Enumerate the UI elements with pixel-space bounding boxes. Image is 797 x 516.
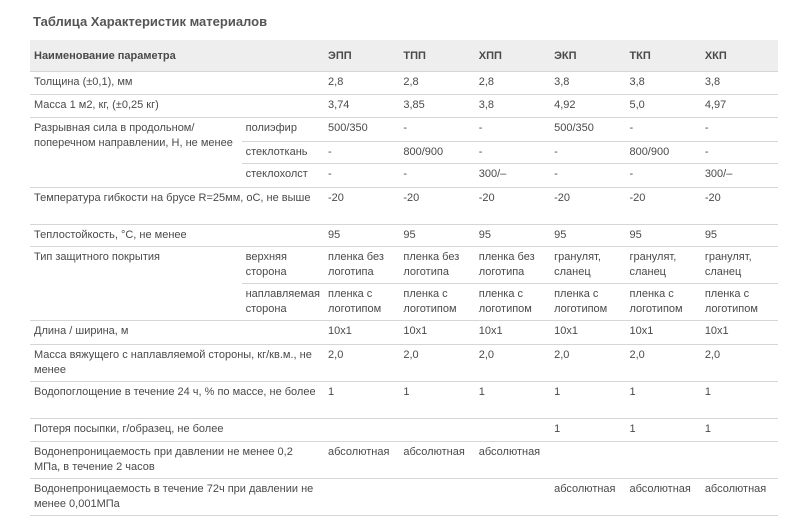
param-name-cell: Водонепроницаемость при давлении не менее 0,2 МПа, в течение 2 часов (30, 442, 324, 479)
value-cell: пленка с логотипом (399, 284, 474, 321)
table-row (30, 95, 778, 118)
value-cell: 1 (701, 382, 778, 419)
table-body (30, 72, 778, 516)
table-row (30, 225, 778, 247)
value-cell: - (701, 118, 778, 142)
header-material: ХПП (478, 49, 502, 62)
value-cell: пленка с логотипом (475, 284, 550, 321)
value-cell (399, 479, 474, 516)
value-cell: - (701, 142, 778, 164)
value-cell: гранулят, сланец (625, 247, 700, 284)
value-cell: 1 (701, 419, 778, 442)
value-cell (324, 479, 399, 516)
value-cell: 3,74 (324, 95, 399, 118)
value-cell: абсолютная (399, 442, 474, 479)
value-cell: - (550, 164, 625, 188)
value-cell: 800/900 (625, 142, 700, 164)
value-cell: 2,0 (625, 345, 700, 382)
value-cell: -20 (399, 188, 474, 225)
value-cell: 95 (625, 225, 700, 247)
value-cell: - (399, 118, 474, 142)
value-cell: гранулят, сланец (550, 247, 625, 284)
param-subtype-cell: стеклохолст (242, 164, 324, 188)
value-cell: 10x1 (475, 321, 550, 345)
header-material: ЭКП (554, 49, 577, 62)
value-cell: пленка без логотипа (324, 247, 399, 284)
param-name-cell: Толщина (±0,1), мм (30, 72, 324, 95)
value-cell: -20 (701, 188, 778, 225)
value-cell: -20 (625, 188, 700, 225)
table-row (30, 442, 778, 479)
param-name-cell: Тип защитного покрытия (30, 247, 242, 321)
value-cell: 4,92 (550, 95, 625, 118)
table-header-row (30, 40, 778, 72)
value-cell (324, 419, 399, 442)
value-cell: 95 (550, 225, 625, 247)
value-cell: 300/– (701, 164, 778, 188)
value-cell: 2,8 (399, 72, 474, 95)
value-cell: пленка с логотипом (701, 284, 778, 321)
value-cell: 95 (475, 225, 550, 247)
param-name-cell: Длина / ширина, м (30, 321, 324, 345)
value-cell: -20 (475, 188, 550, 225)
value-cell (701, 442, 778, 479)
header-material: ЭПП (328, 49, 352, 62)
table-row (30, 382, 778, 419)
value-cell: 1 (625, 419, 700, 442)
value-cell: - (625, 164, 700, 188)
value-cell: пленка без логотипа (475, 247, 550, 284)
param-name-cell: Масса 1 м2, кг, (±0,25 кг) (30, 95, 324, 118)
page-title: Таблица Характеристик материалов (33, 14, 268, 29)
param-subtype-cell: верхняя сторона (242, 247, 324, 284)
value-cell: - (475, 142, 550, 164)
value-cell: 3,8 (475, 95, 550, 118)
table-row (30, 118, 778, 142)
value-cell: - (550, 142, 625, 164)
value-cell: 10x1 (625, 321, 700, 345)
value-cell: 5,0 (625, 95, 700, 118)
param-subtype-cell: стеклоткань (242, 142, 324, 164)
value-cell: 1 (625, 382, 700, 419)
value-cell: 800/900 (399, 142, 474, 164)
value-cell: абсолютная (625, 479, 700, 516)
value-cell: 2,0 (324, 345, 399, 382)
table-row (30, 345, 778, 382)
value-cell: 1 (550, 419, 625, 442)
materials-table (30, 40, 778, 516)
value-cell: пленка с логотипом (550, 284, 625, 321)
value-cell: - (324, 164, 399, 188)
param-name-cell: Температура гибкости на брусе R=25мм, оС, не выше (30, 188, 324, 225)
table-row (30, 419, 778, 442)
value-cell (475, 419, 550, 442)
value-cell: 2,0 (475, 345, 550, 382)
value-cell: 10x1 (701, 321, 778, 345)
value-cell: 300/– (475, 164, 550, 188)
param-name-cell: Потеря посыпки, г/образец, не более (30, 419, 324, 442)
value-cell: пленка с логотипом (625, 284, 700, 321)
value-cell: абсолютная (475, 442, 550, 479)
value-cell: 2,0 (701, 345, 778, 382)
value-cell: 3,85 (399, 95, 474, 118)
value-cell: - (475, 118, 550, 142)
value-cell: 1 (324, 382, 399, 419)
value-cell: 3,8 (701, 72, 778, 95)
value-cell: 3,8 (625, 72, 700, 95)
table-row (30, 321, 778, 345)
value-cell: пленка без логотипа (399, 247, 474, 284)
value-cell: - (625, 118, 700, 142)
param-subtype-cell: наплавляемая сторона (242, 284, 324, 321)
table-row (30, 479, 778, 516)
value-cell: -20 (324, 188, 399, 225)
value-cell: -20 (550, 188, 625, 225)
param-name-cell: Масса вяжущего с наплавляемой стороны, кг/кв.м., не менее (30, 345, 324, 382)
value-cell: 4,97 (701, 95, 778, 118)
value-cell: 10x1 (550, 321, 625, 345)
value-cell: 95 (399, 225, 474, 247)
value-cell: гранулят, сланец (701, 247, 778, 284)
value-cell: - (399, 164, 474, 188)
header-material: ТПП (403, 49, 426, 62)
value-cell: абсолютная (701, 479, 778, 516)
header-material: ХКП (704, 49, 727, 62)
value-cell: абсолютная (550, 479, 625, 516)
param-subtype-cell: полиэфир (242, 118, 324, 142)
param-name-cell: Водопоглощение в течение 24 ч, % по массе, не более (30, 382, 324, 419)
value-cell: 3,8 (550, 72, 625, 95)
value-cell: пленка с логотипом (324, 284, 399, 321)
header-material: ТКП (629, 49, 651, 62)
value-cell: 10x1 (399, 321, 474, 345)
param-name-cell: Теплостойкость, °С, не менее (30, 225, 324, 247)
header-param: Наименование параметра (34, 49, 176, 62)
value-cell: 500/350 (550, 118, 625, 142)
value-cell (475, 479, 550, 516)
value-cell: 2,0 (550, 345, 625, 382)
value-cell: 1 (399, 382, 474, 419)
value-cell (399, 419, 474, 442)
value-cell: 2,0 (399, 345, 474, 382)
value-cell: 1 (550, 382, 625, 419)
value-cell: 95 (324, 225, 399, 247)
value-cell: - (324, 142, 399, 164)
table-row (30, 188, 778, 225)
table-row (30, 247, 778, 284)
value-cell: 2,8 (475, 72, 550, 95)
value-cell: 2,8 (324, 72, 399, 95)
value-cell: 95 (701, 225, 778, 247)
value-cell: 10x1 (324, 321, 399, 345)
value-cell: 1 (475, 382, 550, 419)
value-cell: 500/350 (324, 118, 399, 142)
value-cell (625, 442, 700, 479)
value-cell (550, 442, 625, 479)
param-name-cell: Разрывная сила в продольном/поперечном направлении, Н, не менее (30, 118, 242, 188)
value-cell: абсолютная (324, 442, 399, 479)
param-name-cell: Водонепроницаемость в течение 72ч при давлении не менее 0,001МПа (30, 479, 324, 516)
table-row (30, 72, 778, 95)
